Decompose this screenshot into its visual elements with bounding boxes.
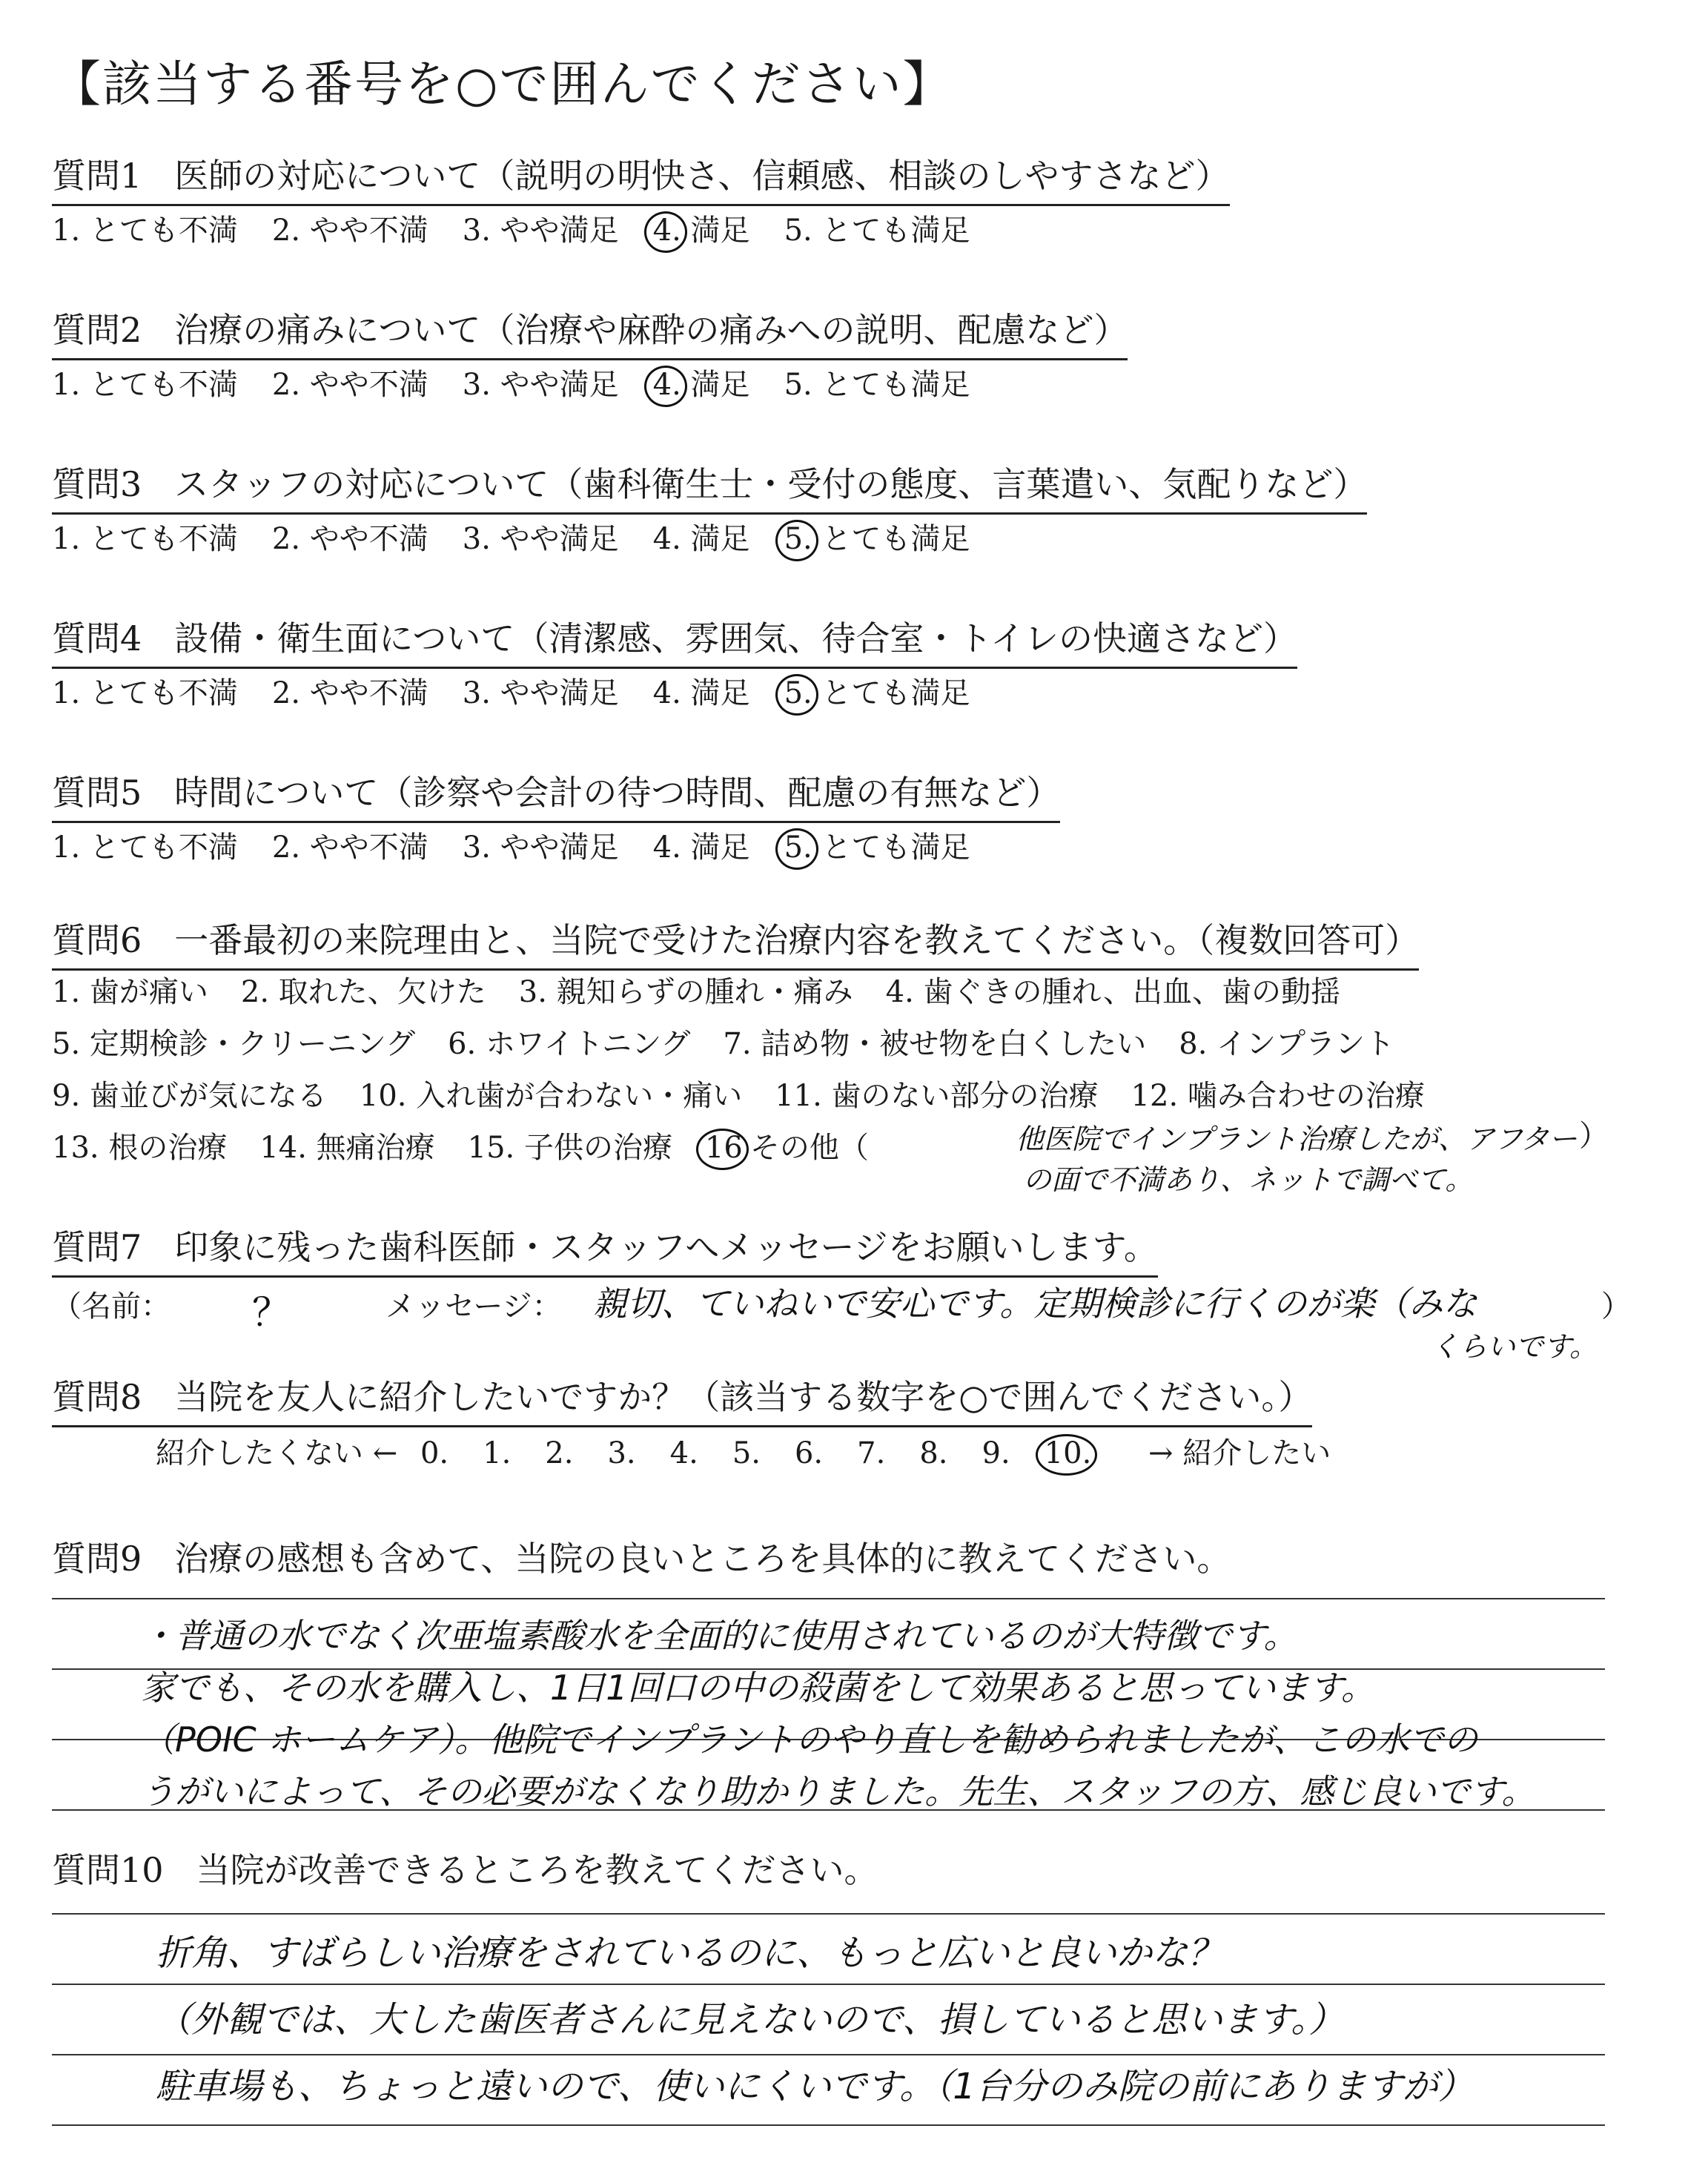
- q1-option[interactable]: 2. やや不満: [271, 214, 428, 248]
- q10-number: 質問10: [52, 1850, 164, 1890]
- q8-scale-option[interactable]: 0.: [420, 1436, 449, 1470]
- q6-number: 質問6: [52, 920, 142, 960]
- q8-title: [52, 1373, 1312, 1427]
- q2-number: 質問2: [52, 310, 142, 350]
- q6-option-row: [52, 1023, 1457, 1065]
- q2-option[interactable]: 5. とても満足: [784, 368, 970, 402]
- q3-option[interactable]: 5. とても満足: [784, 518, 970, 560]
- q8-number: 質問8: [52, 1377, 142, 1417]
- q7-number: 質問7: [52, 1227, 142, 1267]
- q10-rule-1: [52, 1913, 1605, 1915]
- q9-answer-line: うがいによって、その必要がなくなり助かりました。先生、スタッフの方、感じ良いです。: [141, 1771, 1536, 1811]
- q5-title-text: 時間について（診察や会計の待つ時間、配慮の有無など）: [174, 773, 1061, 813]
- q8-scale-option[interactable]: 5.: [732, 1436, 761, 1470]
- q3-title-text: スタッフの対応について（歯科衛生士・受付の態度、言葉遣い、気配りなど）: [174, 464, 1368, 504]
- q1-options: [52, 210, 1004, 251]
- q2-option[interactable]: 3. やや満足: [462, 368, 619, 402]
- q1-title-text: 医師の対応について（説明の明快さ、信頼感、相談のしやすさなど）: [174, 156, 1230, 196]
- q6-option[interactable]: 1. 歯が痛い: [52, 975, 208, 1009]
- q6-other-close-paren: ）: [1579, 1119, 1609, 1153]
- q1-option[interactable]: 3. やや満足: [462, 214, 619, 248]
- q9-answer-line: ・普通の水でなく次亜塩素酸水を全面的に使用されているのが大特徴です。: [141, 1616, 1298, 1656]
- q4-option[interactable]: 3. やや満足: [462, 676, 619, 710]
- q3-title: [52, 460, 1367, 515]
- q6-option[interactable]: 4. 歯ぐきの腫れ、出血、歯の動揺: [885, 975, 1340, 1009]
- q9-title: [52, 1535, 1231, 1587]
- q6-option-row: [52, 971, 1457, 1013]
- q10-rule-4: [52, 2124, 1605, 2126]
- q6-option[interactable]: 11. 歯のない部分の治療: [775, 1079, 1099, 1113]
- q6-option-other[interactable]: [705, 1127, 869, 1169]
- q6-option[interactable]: 10. 入れ歯が合わない・痛い: [359, 1079, 743, 1113]
- q8-scale-option[interactable]: 4.: [669, 1436, 698, 1470]
- q7-message-line2: くらいです。: [1431, 1330, 1598, 1363]
- q4-option[interactable]: 2. やや不満: [271, 676, 428, 710]
- q1-title: [52, 152, 1230, 206]
- q1-option[interactable]: 5. とても満足: [784, 214, 970, 248]
- q3-options: [52, 518, 1004, 560]
- q8-scale-option[interactable]: 2.: [545, 1436, 574, 1470]
- q8-scale-option[interactable]: 9.: [982, 1436, 1010, 1470]
- q6-option[interactable]: 7. 詰め物・被せ物を白くしたい: [723, 1027, 1147, 1061]
- q2-title-text: 治療の痛みについて（治療や麻酔の痛みへの説明、配慮など）: [174, 310, 1128, 350]
- q9-number: 質問9: [52, 1539, 142, 1579]
- q8-scale-option[interactable]: 3.: [607, 1436, 636, 1470]
- q9-answer-line: （POIC ホームケア）。他院でインプラントのやり直しを勧められましたが、この水での: [141, 1720, 1478, 1760]
- q6-option[interactable]: 12. 噛み合わせの治療: [1131, 1079, 1425, 1113]
- q2-options: [52, 364, 1004, 406]
- q3-option[interactable]: 2. やや不満: [271, 522, 428, 556]
- q3-option[interactable]: 1. とても不満: [52, 522, 238, 556]
- q7-message-line1: 親切、ていねいで安心です。定期検診に行くのが楽（みな: [593, 1284, 1477, 1324]
- q6-option[interactable]: 2. 取れた、欠けた: [240, 975, 486, 1009]
- q5-option[interactable]: 3. やや満足: [462, 830, 619, 865]
- q7-title: [52, 1223, 1158, 1278]
- q2-title: [52, 306, 1128, 360]
- q9-title-text: 治療の感想も含めて、当院の良いところを具体的に教えてください。: [174, 1539, 1231, 1579]
- q6-option-row: [52, 1075, 1457, 1117]
- q2-option[interactable]: 1. とても不満: [52, 368, 238, 402]
- q3-option[interactable]: 4. 満足: [652, 522, 750, 556]
- q6-title-text: 一番最初の来院理由と、当院で受けた治療内容を教えてください。（複数回答可）: [174, 920, 1420, 960]
- q2-option[interactable]: 4. 満足: [653, 364, 750, 406]
- q5-option[interactable]: 2. やや不満: [271, 830, 428, 865]
- q6-option[interactable]: 14. 無痛治療: [259, 1131, 435, 1165]
- q6-other-text-line2: の面で不満あり、ネットで調べて。: [1023, 1163, 1474, 1196]
- q1-option[interactable]: 4. 満足: [653, 210, 750, 251]
- q6-other-number: 16: [705, 1127, 743, 1169]
- q4-number: 質問4: [52, 618, 142, 658]
- q6-other-text-line1: 他医院でインプラント治療したが、アフター: [1016, 1123, 1578, 1155]
- q8-scale-option[interactable]: 8.: [919, 1436, 948, 1470]
- q3-number: 質問3: [52, 464, 142, 504]
- q8-scale-option[interactable]: 1.: [483, 1436, 512, 1470]
- q5-option[interactable]: 4. 満足: [652, 830, 750, 865]
- q2-option[interactable]: 2. やや不満: [271, 368, 428, 402]
- q8-right-label: → 紹介したい: [1148, 1436, 1331, 1470]
- q3-option[interactable]: 3. やや満足: [462, 522, 619, 556]
- q5-number: 質問5: [52, 773, 142, 813]
- q7-title-text: 印象に残った歯科医師・スタッフへメッセージをお願いします。: [174, 1227, 1158, 1267]
- q6-option[interactable]: 15. 子供の治療: [467, 1131, 672, 1165]
- q10-answer-line: （外観では、大した歯医者さんに見えないので、損していると思います。）: [156, 1999, 1345, 2041]
- q5-options: [52, 827, 1004, 868]
- q4-option[interactable]: 5. とても満足: [784, 673, 970, 714]
- q8-recommend-scale: [156, 1433, 1331, 1474]
- q4-option[interactable]: 1. とても不満: [52, 676, 238, 710]
- q1-number: 質問1: [52, 156, 142, 196]
- q10-rule-3: [52, 2054, 1605, 2055]
- q10-title-text: 当院が改善できるところを教えてください。: [196, 1850, 878, 1890]
- q8-scale-option[interactable]: 10.: [1045, 1433, 1092, 1474]
- q4-option[interactable]: 4. 満足: [652, 676, 750, 710]
- q10-title: [52, 1846, 878, 1898]
- q9-answer-line: 家でも、その水を購入し、1日1回口の中の殺菌をして効果あると思っています。: [141, 1668, 1375, 1708]
- q1-option[interactable]: 1. とても不満: [52, 214, 238, 248]
- q10-rule-2: [52, 1984, 1605, 1985]
- q6-option[interactable]: 5. 定期検診・クリーニング: [52, 1027, 416, 1061]
- q10-answer-line: 駐車場も、ちょっと遠いので、使いにくいです。（1台分のみ院の前にありますが）: [156, 2066, 1474, 2107]
- q7-close-paren: ）: [1601, 1289, 1631, 1324]
- q8-title-text: 当院を友人に紹介したいですか？（該当する数字を○で囲んでください。）: [174, 1377, 1313, 1417]
- q6-other-label: その他（: [749, 1131, 869, 1165]
- q6-option[interactable]: 3. 親知らずの腫れ・痛み: [518, 975, 853, 1009]
- page-heading: 【該当する番号を○で囲んでください】: [52, 56, 953, 113]
- q4-options: [52, 673, 1004, 714]
- q9-rule-1: [52, 1598, 1605, 1599]
- q8-scale-option[interactable]: 6.: [794, 1436, 824, 1470]
- q8-left-label: 紹介したくない ←: [156, 1436, 398, 1470]
- q6-option[interactable]: 13. 根の治療: [52, 1131, 228, 1165]
- q7-message-label: メッセージ：: [385, 1289, 562, 1324]
- q5-option[interactable]: 1. とても不満: [52, 830, 238, 865]
- q6-option[interactable]: 8. インプラント: [1179, 1027, 1395, 1061]
- q5-title: [52, 769, 1060, 823]
- q6-option[interactable]: 9. 歯並びが気になる: [52, 1079, 327, 1113]
- q6-title: [52, 916, 1419, 971]
- q7-name-value: ？: [252, 1291, 291, 1335]
- q8-scale-option[interactable]: 7.: [857, 1436, 886, 1470]
- q7-name-label: （名前：: [52, 1289, 171, 1324]
- q5-option[interactable]: 5. とても満足: [784, 827, 970, 868]
- q6-option[interactable]: 6. ホワイトニング: [448, 1027, 691, 1061]
- q4-title: [52, 615, 1297, 669]
- q10-answer-line: 折角、すばらしい治療をされているのに、もっと広いと良いかな？: [156, 1932, 1224, 1974]
- q4-title-text: 設備・衛生面について（清潔感、雰囲気、待合室・トイレの快適さなど）: [174, 618, 1298, 658]
